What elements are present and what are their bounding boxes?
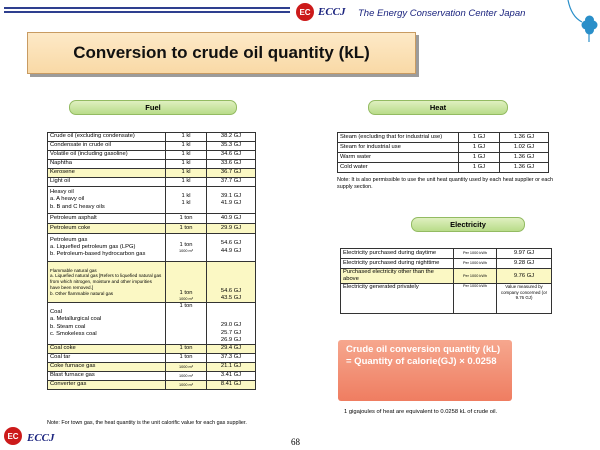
eccj-logo-icon: EC <box>296 3 314 21</box>
page-number: 68 <box>291 437 300 447</box>
table-row: Cold water 1 GJ 1.36 GJ <box>338 163 549 173</box>
table-row: Naphtha 1 kl 33.6 GJ <box>48 160 256 169</box>
electricity-section-label: Electricity <box>411 217 525 232</box>
table-row: Petroleum asphalt 1 ton 40.9 GJ <box>48 214 256 224</box>
fuel-section-label: Fuel <box>69 100 237 115</box>
table-row: Purchased electricity other than the above Per 1000 kWh 9.76 GJ <box>341 269 552 284</box>
heat-note: Note: It is also permissible to use the unit heat quantity used by each heat supplier or each supply section. <box>337 177 554 191</box>
callout-line-2: = Quantity of calorie(GJ) × 0.0258 <box>346 356 497 368</box>
footer-eccj-logo-icon: EC <box>4 427 22 445</box>
table-row: Coke furnace gas 1000 m³ 21.1 GJ <box>48 363 256 372</box>
fuel-note: Note: For town gas, the heat quantity is the unit calorific value for each gas supplier. <box>47 420 247 426</box>
table-row: Electricity purchased during daytime Per 1000 kWh 9.97 GJ <box>341 249 552 259</box>
conversion-formula-callout <box>338 340 512 401</box>
header-rule-bottom <box>4 11 290 13</box>
table-row: Converter gas 1000 m³ 8.41 GJ <box>48 381 256 390</box>
org-name: The Energy Conservation Center Japan <box>358 8 526 19</box>
table-row: Steam for industrial use 1 GJ 1.02 GJ <box>338 143 549 153</box>
table-row: Light oil 1 kl 37.7 GJ <box>48 178 256 187</box>
table-row: Electricity purchased during nighttime Per 1000 kWh 9.28 GJ <box>341 259 552 269</box>
callout-line-1: Crude oil conversion quantity (kL) <box>346 344 501 355</box>
fuel-table <box>47 132 256 390</box>
heat-table <box>337 132 549 173</box>
header-logo-text: ECCJ <box>318 6 346 18</box>
footer-logo-text: ECCJ <box>27 432 55 444</box>
table-row: Warm water 1 GJ 1.36 GJ <box>338 153 549 163</box>
heat-section-label: Heat <box>368 100 508 115</box>
table-row: Coal coke 1 ton 29.4 GJ <box>48 345 256 354</box>
table-row: Electricity generated privately Per 1000 kWh Value measured by company concerned (or 9.76 GJ) <box>341 284 552 314</box>
clover-decoration-icon <box>548 0 600 45</box>
conversion-footnote: 1 gigajoules of heat are equivalent to 0.0258 kL of crude oil. <box>344 409 498 415</box>
electricity-table <box>340 248 552 314</box>
table-row: Blast furnace gas 1000 m³ 3.41 GJ <box>48 372 256 381</box>
table-row: Heavy oil a. A heavy oil b. B and C heavy oils 1 kl 1 kl 39.1 GJ 41.9 GJ <box>48 187 256 214</box>
table-row: Petroleum coke 1 ton 29.9 GJ <box>48 224 256 234</box>
table-row: Petroleum gas a. Liquefied petroleum gas (LPG) b. Petroleum-based hydrocarbon gas 1 ton 1000 m³ 54.6 GJ 44.9 GJ <box>48 234 256 262</box>
table-row: Volatile oil (including gasoline) 1 kl 34.6 GJ <box>48 151 256 160</box>
table-row: Crude oil (excluding condensate) 1 kl 38.2 GJ <box>48 133 256 142</box>
page-title: Conversion to crude oil quantity (kL) <box>27 32 416 74</box>
table-row: Coal a. Metallurgical coal b. Steam coal c. Smokeless coal 1 ton 29.0 GJ 25.7 GJ 26.9 GJ <box>48 303 256 345</box>
table-row: Kerosene 1 kl 36.7 GJ <box>48 169 256 178</box>
table-row: Flammable natural gas a. Liquefied natural gas [Refers to liquefied natural gas from which nitrogen, moisture and other impurities have been removed.] b. Other flammable natural gas 1 ton 1000 m³ 54.6 GJ 43.5 GJ <box>48 262 256 303</box>
table-row: Coal tar 1 ton 37.3 GJ <box>48 354 256 363</box>
header-rule-top <box>4 7 290 9</box>
table-row: Steam (excluding that for industrial use) 1 GJ 1.36 GJ <box>338 133 549 143</box>
table-row: Condensate in crude oil 1 kl 35.3 GJ <box>48 142 256 151</box>
